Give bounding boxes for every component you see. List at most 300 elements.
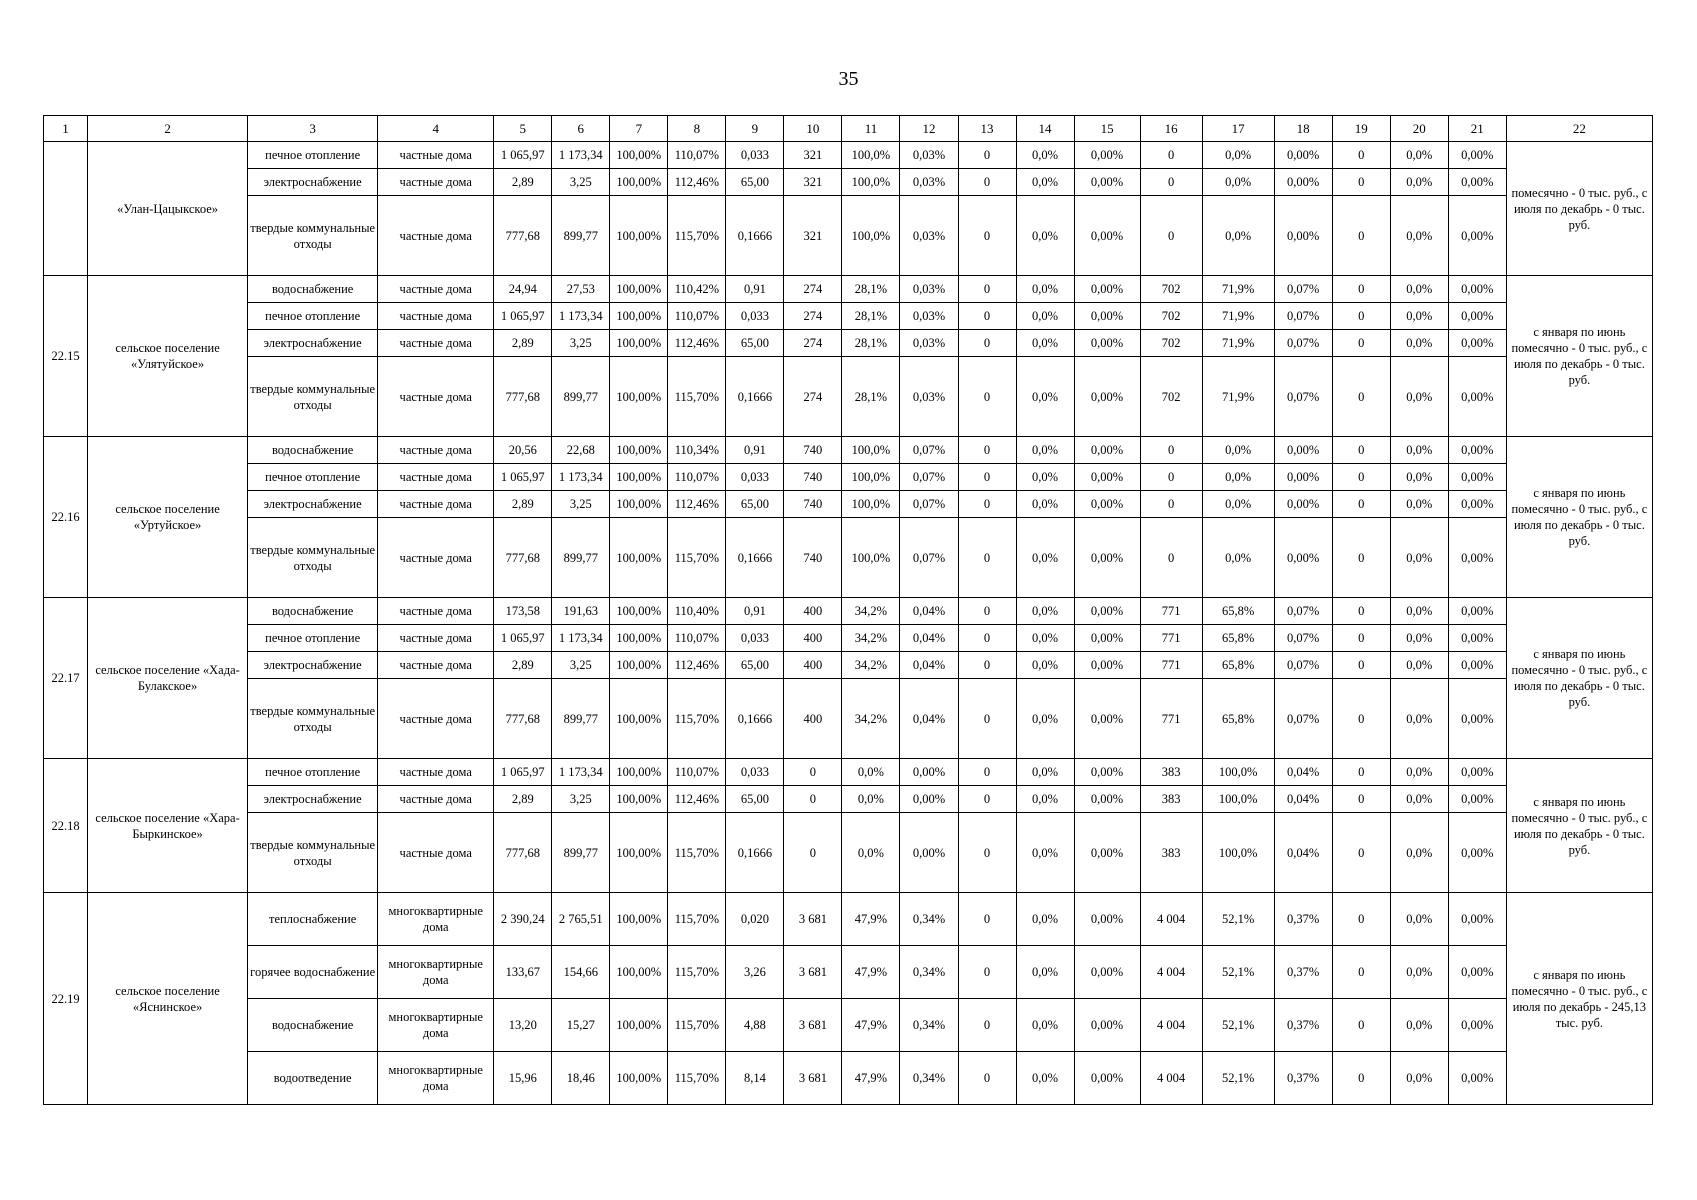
value-cell: 0,00% bbox=[1448, 759, 1506, 786]
value-cell: 0 bbox=[958, 491, 1016, 518]
value-cell: 0 bbox=[958, 813, 1016, 893]
value-cell: 100,00% bbox=[610, 1052, 668, 1105]
value-cell: 0,0% bbox=[1016, 303, 1074, 330]
value-cell: 28,1% bbox=[842, 276, 900, 303]
value-cell: 0 bbox=[1332, 142, 1390, 169]
value-cell: 100,00% bbox=[610, 946, 668, 999]
value-cell: 771 bbox=[1140, 625, 1202, 652]
value-cell: 100,00% bbox=[610, 893, 668, 946]
value-cell: 0,00% bbox=[1274, 169, 1332, 196]
row-number-cell: 22.19 bbox=[44, 893, 88, 1105]
table-row bbox=[44, 518, 1653, 598]
value-cell: 65,8% bbox=[1202, 652, 1274, 679]
value-cell: 0,00% bbox=[1274, 491, 1332, 518]
value-cell: 777,68 bbox=[494, 518, 552, 598]
value-cell: 0,00% bbox=[1448, 1052, 1506, 1105]
value-cell: 1 173,34 bbox=[552, 303, 610, 330]
value-cell: 0,07% bbox=[1274, 652, 1332, 679]
value-cell: 27,53 bbox=[552, 276, 610, 303]
row-number-cell: 22.17 bbox=[44, 598, 88, 759]
settlement-name-cell: сельское поселение «Яснинское» bbox=[88, 893, 248, 1105]
value-cell: 4 004 bbox=[1140, 999, 1202, 1052]
value-cell: 702 bbox=[1140, 330, 1202, 357]
value-cell: 34,2% bbox=[842, 652, 900, 679]
value-cell: 3,25 bbox=[552, 786, 610, 813]
value-cell: 0,00% bbox=[1074, 142, 1140, 169]
value-cell: 100,0% bbox=[842, 464, 900, 491]
value-cell: 0,0% bbox=[1390, 786, 1448, 813]
value-cell: 3 681 bbox=[784, 1052, 842, 1105]
service-cell: водоснабжение bbox=[248, 999, 378, 1052]
table-row bbox=[44, 625, 1653, 652]
value-cell: 0,0% bbox=[1390, 169, 1448, 196]
value-cell: 65,00 bbox=[726, 491, 784, 518]
value-cell: 0,00% bbox=[1448, 598, 1506, 625]
housing-type-cell: многоквартирные дома bbox=[378, 946, 494, 999]
value-cell: 0,0% bbox=[1390, 518, 1448, 598]
value-cell: 20,56 bbox=[494, 437, 552, 464]
value-cell: 0,0% bbox=[1016, 786, 1074, 813]
value-cell: 0,00% bbox=[1448, 357, 1506, 437]
value-cell: 0 bbox=[958, 679, 1016, 759]
value-cell: 0,033 bbox=[726, 464, 784, 491]
value-cell: 71,9% bbox=[1202, 357, 1274, 437]
value-cell: 0,0% bbox=[1016, 679, 1074, 759]
housing-type-cell: частные дома bbox=[378, 276, 494, 303]
value-cell: 771 bbox=[1140, 679, 1202, 759]
value-cell: 0,04% bbox=[1274, 759, 1332, 786]
value-cell: 0,00% bbox=[1074, 196, 1140, 276]
value-cell: 115,70% bbox=[668, 813, 726, 893]
value-cell: 0,00% bbox=[1274, 142, 1332, 169]
value-cell: 2 390,24 bbox=[494, 893, 552, 946]
value-cell: 100,00% bbox=[610, 999, 668, 1052]
value-cell: 0,0% bbox=[1016, 357, 1074, 437]
value-cell: 0,00% bbox=[1074, 786, 1140, 813]
value-cell: 0 bbox=[1140, 169, 1202, 196]
value-cell: 0,0% bbox=[1202, 169, 1274, 196]
value-cell: 777,68 bbox=[494, 196, 552, 276]
value-cell: 0,00% bbox=[1074, 999, 1140, 1052]
value-cell: 0,0% bbox=[1016, 330, 1074, 357]
value-cell: 0,033 bbox=[726, 759, 784, 786]
service-cell: твердые коммунальные отходы bbox=[248, 196, 378, 276]
value-cell: 110,40% bbox=[668, 598, 726, 625]
value-cell: 0,07% bbox=[1274, 679, 1332, 759]
value-cell: 400 bbox=[784, 625, 842, 652]
value-cell: 100,0% bbox=[842, 169, 900, 196]
column-number-row bbox=[44, 116, 1653, 142]
service-cell: теплоснабжение bbox=[248, 893, 378, 946]
value-cell: 0,03% bbox=[900, 303, 958, 330]
value-cell: 0 bbox=[1332, 893, 1390, 946]
housing-type-cell: частные дома bbox=[378, 625, 494, 652]
value-cell: 0,00% bbox=[1448, 625, 1506, 652]
value-cell: 47,9% bbox=[842, 893, 900, 946]
value-cell: 133,67 bbox=[494, 946, 552, 999]
value-cell: 28,1% bbox=[842, 330, 900, 357]
value-cell: 274 bbox=[784, 357, 842, 437]
value-cell: 15,27 bbox=[552, 999, 610, 1052]
settlement-name-cell: сельское поселение «Хада-Булакское» bbox=[88, 598, 248, 759]
value-cell: 0,0% bbox=[1016, 999, 1074, 1052]
value-cell: 0,0% bbox=[1390, 276, 1448, 303]
value-cell: 34,2% bbox=[842, 679, 900, 759]
value-cell: 0,0% bbox=[1016, 893, 1074, 946]
value-cell: 65,00 bbox=[726, 786, 784, 813]
column-number-cell: 8 bbox=[668, 116, 726, 142]
value-cell: 112,46% bbox=[668, 169, 726, 196]
value-cell: 1 173,34 bbox=[552, 464, 610, 491]
value-cell: 0,0% bbox=[1390, 142, 1448, 169]
value-cell: 0 bbox=[958, 464, 1016, 491]
value-cell: 0,07% bbox=[1274, 598, 1332, 625]
value-cell: 115,70% bbox=[668, 893, 726, 946]
value-cell: 100,0% bbox=[1202, 786, 1274, 813]
value-cell: 52,1% bbox=[1202, 999, 1274, 1052]
value-cell: 100,0% bbox=[842, 437, 900, 464]
column-number-cell: 22 bbox=[1506, 116, 1652, 142]
column-number-cell: 13 bbox=[958, 116, 1016, 142]
housing-type-cell: частные дома bbox=[378, 786, 494, 813]
value-cell: 0,07% bbox=[900, 464, 958, 491]
housing-type-cell: многоквартирные дома bbox=[378, 893, 494, 946]
value-cell: 0,00% bbox=[1074, 169, 1140, 196]
value-cell: 0,0% bbox=[1202, 491, 1274, 518]
value-cell: 0 bbox=[958, 759, 1016, 786]
value-cell: 0,00% bbox=[1448, 142, 1506, 169]
value-cell: 47,9% bbox=[842, 999, 900, 1052]
table-row bbox=[44, 679, 1653, 759]
table-row bbox=[44, 464, 1653, 491]
value-cell: 0 bbox=[958, 946, 1016, 999]
value-cell: 0,00% bbox=[1074, 303, 1140, 330]
column-number-cell: 5 bbox=[494, 116, 552, 142]
value-cell: 71,9% bbox=[1202, 330, 1274, 357]
value-cell: 0,34% bbox=[900, 893, 958, 946]
value-cell: 702 bbox=[1140, 357, 1202, 437]
value-cell: 0,00% bbox=[1074, 1052, 1140, 1105]
value-cell: 0,0% bbox=[1016, 276, 1074, 303]
column-number-cell: 3 bbox=[248, 116, 378, 142]
settlement-name-cell: сельское поселение «Улятуйское» bbox=[88, 276, 248, 437]
value-cell: 100,00% bbox=[610, 357, 668, 437]
table-row bbox=[44, 1052, 1653, 1105]
value-cell: 0 bbox=[1140, 518, 1202, 598]
value-cell: 18,46 bbox=[552, 1052, 610, 1105]
value-cell: 0,0% bbox=[1016, 464, 1074, 491]
table-row bbox=[44, 357, 1653, 437]
housing-type-cell: частные дома bbox=[378, 142, 494, 169]
payment-note-cell: помесячно - 0 тыс. руб., с июля по декабрь - 0 тыс. руб. bbox=[1506, 142, 1652, 276]
column-number-cell: 16 bbox=[1140, 116, 1202, 142]
value-cell: 100,00% bbox=[610, 759, 668, 786]
service-cell: твердые коммунальные отходы bbox=[248, 357, 378, 437]
value-cell: 0,00% bbox=[1448, 330, 1506, 357]
value-cell: 400 bbox=[784, 598, 842, 625]
housing-type-cell: частные дома bbox=[378, 330, 494, 357]
value-cell: 0 bbox=[958, 276, 1016, 303]
value-cell: 0 bbox=[784, 759, 842, 786]
table-row bbox=[44, 169, 1653, 196]
value-cell: 0 bbox=[1332, 999, 1390, 1052]
value-cell: 0 bbox=[958, 652, 1016, 679]
value-cell: 1 065,97 bbox=[494, 303, 552, 330]
table-row bbox=[44, 196, 1653, 276]
value-cell: 100,00% bbox=[610, 276, 668, 303]
column-number-cell: 4 bbox=[378, 116, 494, 142]
value-cell: 0,04% bbox=[900, 625, 958, 652]
value-cell: 4 004 bbox=[1140, 893, 1202, 946]
value-cell: 0,0% bbox=[1202, 464, 1274, 491]
settlement-name-cell: «Улан-Цацыкское» bbox=[88, 142, 248, 276]
value-cell: 0,00% bbox=[1074, 893, 1140, 946]
value-cell: 0,00% bbox=[1074, 437, 1140, 464]
value-cell: 0,07% bbox=[900, 491, 958, 518]
value-cell: 0 bbox=[1332, 357, 1390, 437]
column-number-cell: 11 bbox=[842, 116, 900, 142]
column-number-cell: 2 bbox=[88, 116, 248, 142]
value-cell: 110,07% bbox=[668, 303, 726, 330]
value-cell: 0,0% bbox=[842, 786, 900, 813]
value-cell: 0,0% bbox=[842, 759, 900, 786]
value-cell: 0,00% bbox=[1448, 169, 1506, 196]
value-cell: 0,00% bbox=[1074, 518, 1140, 598]
value-cell: 777,68 bbox=[494, 679, 552, 759]
value-cell: 0,0% bbox=[1016, 598, 1074, 625]
value-cell: 100,0% bbox=[842, 518, 900, 598]
value-cell: 0,0% bbox=[1390, 652, 1448, 679]
value-cell: 740 bbox=[784, 518, 842, 598]
payment-note-cell: с января по июнь помесячно - 0 тыс. руб., с июля по декабрь - 0 тыс. руб. bbox=[1506, 759, 1652, 893]
value-cell: 0,04% bbox=[900, 652, 958, 679]
value-cell: 0,04% bbox=[1274, 786, 1332, 813]
value-cell: 115,70% bbox=[668, 357, 726, 437]
value-cell: 52,1% bbox=[1202, 893, 1274, 946]
value-cell: 0,0% bbox=[1390, 437, 1448, 464]
value-cell: 0,033 bbox=[726, 625, 784, 652]
value-cell: 0,0% bbox=[1202, 518, 1274, 598]
service-cell: твердые коммунальные отходы bbox=[248, 518, 378, 598]
value-cell: 0,00% bbox=[1274, 437, 1332, 464]
value-cell: 0,00% bbox=[1448, 196, 1506, 276]
value-cell: 0 bbox=[1332, 679, 1390, 759]
value-cell: 0,0% bbox=[1202, 196, 1274, 276]
value-cell: 100,00% bbox=[610, 196, 668, 276]
value-cell: 34,2% bbox=[842, 625, 900, 652]
value-cell: 0,04% bbox=[900, 679, 958, 759]
value-cell: 110,34% bbox=[668, 437, 726, 464]
value-cell: 115,70% bbox=[668, 999, 726, 1052]
value-cell: 0,00% bbox=[1448, 786, 1506, 813]
table-row bbox=[44, 759, 1653, 786]
value-cell: 0,0% bbox=[1390, 625, 1448, 652]
table-row bbox=[44, 598, 1653, 625]
value-cell: 110,07% bbox=[668, 759, 726, 786]
value-cell: 0,91 bbox=[726, 598, 784, 625]
value-cell: 0,03% bbox=[900, 142, 958, 169]
value-cell: 65,8% bbox=[1202, 625, 1274, 652]
page-number: 35 bbox=[838, 68, 859, 90]
value-cell: 0,0% bbox=[1390, 999, 1448, 1052]
value-cell: 0,0% bbox=[1016, 437, 1074, 464]
value-cell: 100,00% bbox=[610, 625, 668, 652]
payment-note-cell: с января по июнь помесячно - 0 тыс. руб., с июля по декабрь - 245,13 тыс. руб. bbox=[1506, 893, 1652, 1105]
value-cell: 0,04% bbox=[900, 598, 958, 625]
value-cell: 0 bbox=[1332, 330, 1390, 357]
value-cell: 0,91 bbox=[726, 437, 784, 464]
value-cell: 0 bbox=[1140, 437, 1202, 464]
value-cell: 0,00% bbox=[1074, 652, 1140, 679]
value-cell: 321 bbox=[784, 196, 842, 276]
value-cell: 3 681 bbox=[784, 893, 842, 946]
value-cell: 0 bbox=[958, 169, 1016, 196]
value-cell: 0,00% bbox=[1448, 999, 1506, 1052]
value-cell: 0 bbox=[958, 437, 1016, 464]
value-cell: 0,0% bbox=[1016, 759, 1074, 786]
tariff-table bbox=[43, 115, 1653, 1105]
column-number-cell: 15 bbox=[1074, 116, 1140, 142]
value-cell: 0,03% bbox=[900, 169, 958, 196]
value-cell: 0,00% bbox=[1074, 946, 1140, 999]
value-cell: 0,0% bbox=[1016, 1052, 1074, 1105]
value-cell: 0,00% bbox=[1448, 813, 1506, 893]
value-cell: 0,0% bbox=[1390, 303, 1448, 330]
value-cell: 899,77 bbox=[552, 196, 610, 276]
value-cell: 65,00 bbox=[726, 652, 784, 679]
value-cell: 0,03% bbox=[900, 357, 958, 437]
value-cell: 65,8% bbox=[1202, 598, 1274, 625]
value-cell: 383 bbox=[1140, 813, 1202, 893]
row-number-cell: 22.16 bbox=[44, 437, 88, 598]
value-cell: 115,70% bbox=[668, 946, 726, 999]
value-cell: 100,00% bbox=[610, 464, 668, 491]
value-cell: 0 bbox=[1332, 598, 1390, 625]
column-number-cell: 9 bbox=[726, 116, 784, 142]
value-cell: 0,37% bbox=[1274, 1052, 1332, 1105]
value-cell: 383 bbox=[1140, 786, 1202, 813]
value-cell: 0,00% bbox=[1448, 679, 1506, 759]
housing-type-cell: многоквартирные дома bbox=[378, 1052, 494, 1105]
value-cell: 0,00% bbox=[1074, 491, 1140, 518]
value-cell: 1 065,97 bbox=[494, 625, 552, 652]
value-cell: 0,00% bbox=[1448, 276, 1506, 303]
value-cell: 400 bbox=[784, 679, 842, 759]
value-cell: 2,89 bbox=[494, 169, 552, 196]
value-cell: 0,07% bbox=[900, 518, 958, 598]
service-cell: печное отопление bbox=[248, 464, 378, 491]
value-cell: 100,00% bbox=[610, 437, 668, 464]
value-cell: 0,00% bbox=[900, 759, 958, 786]
value-cell: 0,00% bbox=[1448, 491, 1506, 518]
value-cell: 1 065,97 bbox=[494, 142, 552, 169]
value-cell: 100,00% bbox=[610, 813, 668, 893]
value-cell: 0 bbox=[1332, 813, 1390, 893]
column-number-cell: 17 bbox=[1202, 116, 1274, 142]
housing-type-cell: частные дома bbox=[378, 464, 494, 491]
column-number-cell: 21 bbox=[1448, 116, 1506, 142]
service-cell: горячее водоснабжение bbox=[248, 946, 378, 999]
value-cell: 52,1% bbox=[1202, 946, 1274, 999]
value-cell: 65,00 bbox=[726, 330, 784, 357]
value-cell: 115,70% bbox=[668, 1052, 726, 1105]
table-row bbox=[44, 437, 1653, 464]
value-cell: 100,00% bbox=[610, 679, 668, 759]
value-cell: 0,34% bbox=[900, 999, 958, 1052]
value-cell: 154,66 bbox=[552, 946, 610, 999]
settlement-name-cell: сельское поселение «Уртуйское» bbox=[88, 437, 248, 598]
column-number-cell: 1 bbox=[44, 116, 88, 142]
housing-type-cell: частные дома bbox=[378, 169, 494, 196]
housing-type-cell: частные дома bbox=[378, 437, 494, 464]
table-row bbox=[44, 276, 1653, 303]
value-cell: 3,25 bbox=[552, 169, 610, 196]
value-cell: 28,1% bbox=[842, 303, 900, 330]
value-cell: 0,07% bbox=[900, 437, 958, 464]
table-row bbox=[44, 491, 1653, 518]
value-cell: 0,37% bbox=[1274, 999, 1332, 1052]
value-cell: 0,0% bbox=[1016, 142, 1074, 169]
value-cell: 0,0% bbox=[1016, 946, 1074, 999]
value-cell: 15,96 bbox=[494, 1052, 552, 1105]
value-cell: 0 bbox=[958, 196, 1016, 276]
value-cell: 0 bbox=[1332, 491, 1390, 518]
value-cell: 100,00% bbox=[610, 598, 668, 625]
value-cell: 702 bbox=[1140, 303, 1202, 330]
column-number-cell: 14 bbox=[1016, 116, 1074, 142]
housing-type-cell: частные дома bbox=[378, 357, 494, 437]
value-cell: 52,1% bbox=[1202, 1052, 1274, 1105]
value-cell: 115,70% bbox=[668, 518, 726, 598]
value-cell: 0,07% bbox=[1274, 303, 1332, 330]
housing-type-cell: частные дома bbox=[378, 813, 494, 893]
service-cell: электроснабжение bbox=[248, 330, 378, 357]
value-cell: 0 bbox=[1332, 759, 1390, 786]
housing-type-cell: частные дома bbox=[378, 759, 494, 786]
value-cell: 0,03% bbox=[900, 196, 958, 276]
value-cell: 0 bbox=[958, 598, 1016, 625]
value-cell: 110,42% bbox=[668, 276, 726, 303]
value-cell: 0,0% bbox=[1016, 518, 1074, 598]
value-cell: 3 681 bbox=[784, 999, 842, 1052]
value-cell: 0,00% bbox=[1274, 196, 1332, 276]
value-cell: 0,0% bbox=[1390, 679, 1448, 759]
value-cell: 28,1% bbox=[842, 357, 900, 437]
value-cell: 0,07% bbox=[1274, 330, 1332, 357]
value-cell: 0,00% bbox=[1074, 357, 1140, 437]
value-cell: 0,03% bbox=[900, 276, 958, 303]
value-cell: 71,9% bbox=[1202, 303, 1274, 330]
value-cell: 0,00% bbox=[1074, 759, 1140, 786]
value-cell: 0,1666 bbox=[726, 357, 784, 437]
value-cell: 0,033 bbox=[726, 303, 784, 330]
service-cell: электроснабжение bbox=[248, 786, 378, 813]
value-cell: 0,0% bbox=[1390, 813, 1448, 893]
value-cell: 0,0% bbox=[1016, 491, 1074, 518]
value-cell: 0,00% bbox=[1448, 893, 1506, 946]
housing-type-cell: многоквартирные дома bbox=[378, 999, 494, 1052]
value-cell: 47,9% bbox=[842, 1052, 900, 1105]
value-cell: 0 bbox=[1332, 652, 1390, 679]
value-cell: 0 bbox=[1332, 518, 1390, 598]
value-cell: 274 bbox=[784, 303, 842, 330]
column-number-cell: 18 bbox=[1274, 116, 1332, 142]
table-row bbox=[44, 786, 1653, 813]
value-cell: 740 bbox=[784, 437, 842, 464]
value-cell: 0,00% bbox=[1274, 464, 1332, 491]
column-number-cell: 12 bbox=[900, 116, 958, 142]
value-cell: 2,89 bbox=[494, 330, 552, 357]
